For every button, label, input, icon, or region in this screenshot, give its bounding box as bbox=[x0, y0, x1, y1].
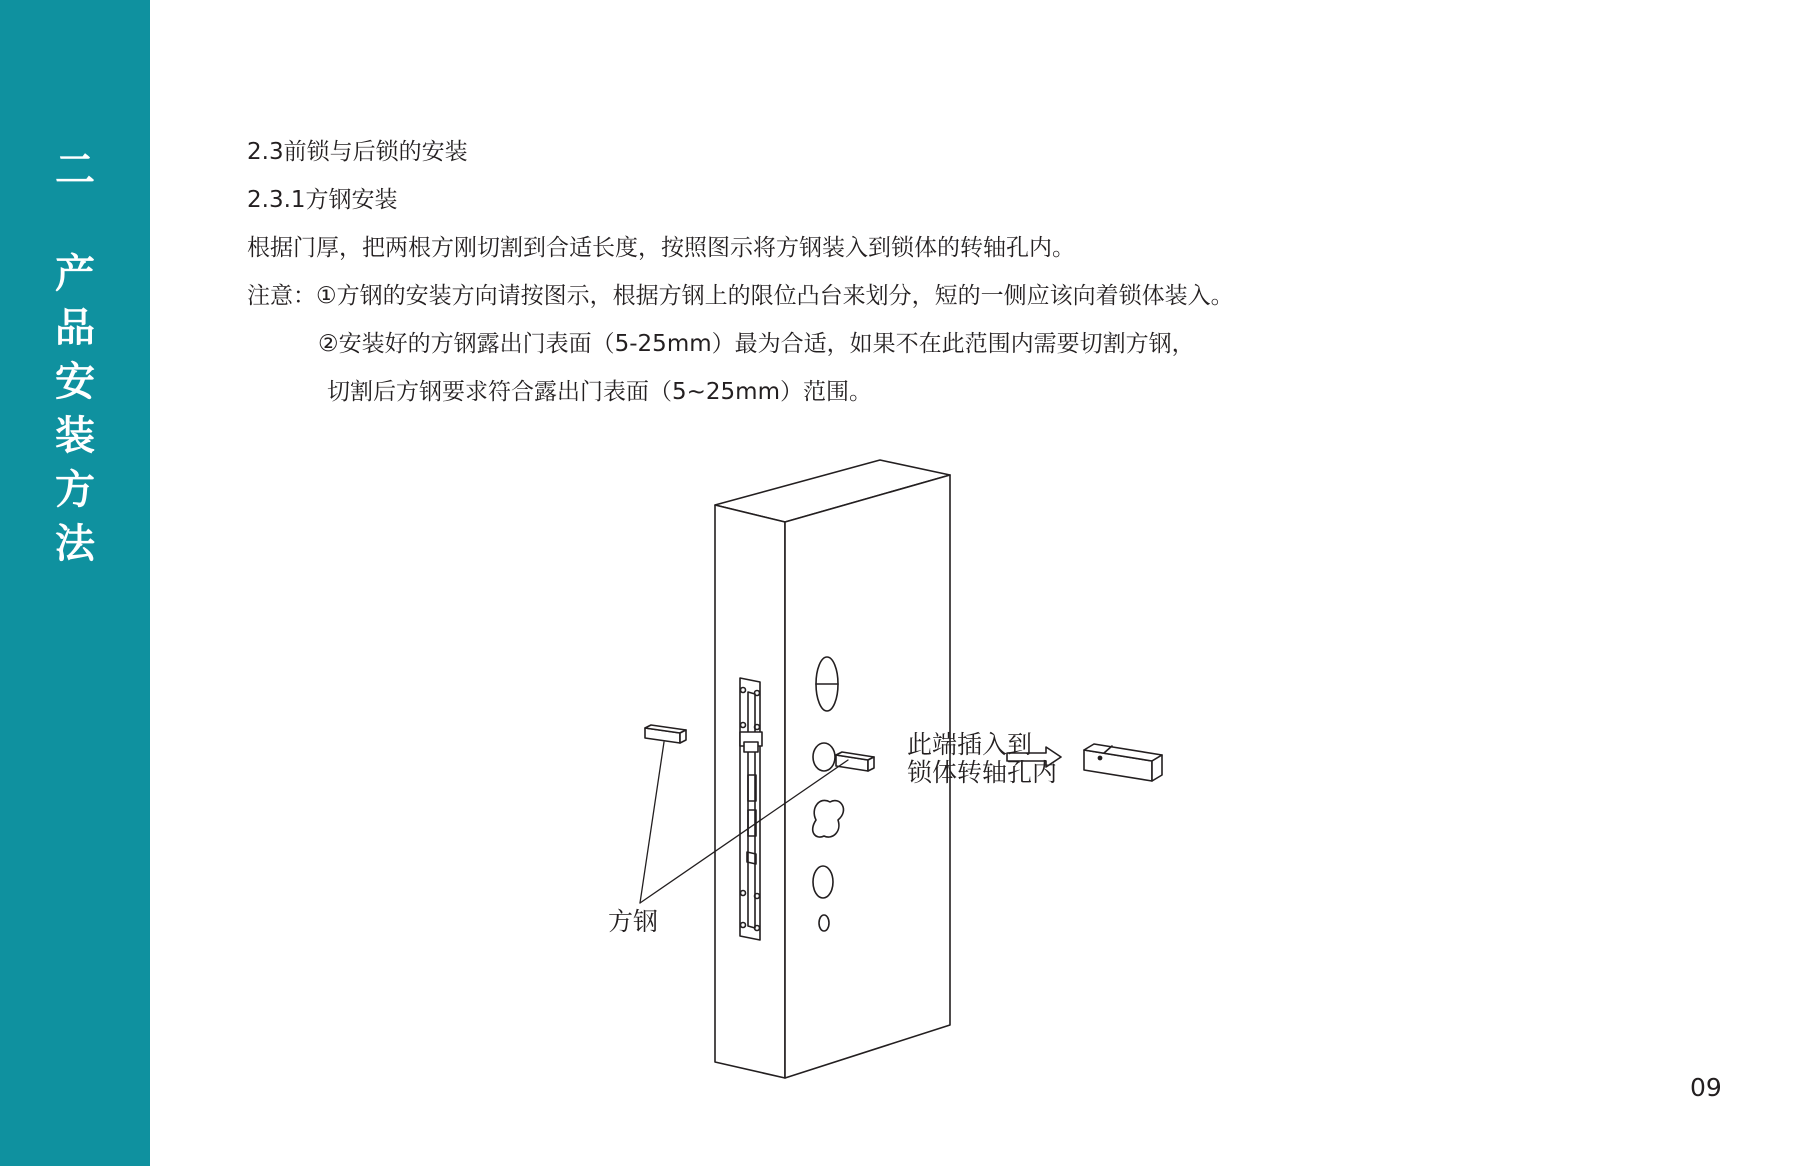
section-number: 二 bbox=[55, 147, 95, 193]
section-title-char-5: 方 bbox=[55, 467, 95, 513]
instruction-paragraph: 根据门厚，把两根方刚切割到合适长度，按照图示将方钢装入到锁体的转轴孔内。 bbox=[247, 235, 1075, 261]
section-title-char-2: 品 bbox=[55, 305, 95, 351]
insert-end-label-line-1: 此端插入到 bbox=[907, 731, 1033, 759]
subsection-heading: 2.3.1方钢安装 bbox=[247, 187, 398, 213]
installation-diagram bbox=[580, 440, 1380, 1090]
section-title-char-4: 装 bbox=[55, 413, 95, 459]
note-line-2: ②安装好的方钢露出门表面（5-25mm）最为合适，如果不在此范围内需要切割方钢， bbox=[318, 331, 1195, 357]
square-steel-detail bbox=[1084, 744, 1162, 781]
section-heading: 2.3前锁与后锁的安装 bbox=[247, 139, 468, 165]
section-title-char-3: 安 bbox=[55, 359, 95, 405]
note-line-1: 注意：①方钢的安装方向请按图示，根据方钢上的限位凸台来划分，短的一侧应该向着锁体装入。 bbox=[247, 283, 1234, 309]
insert-end-label-line-2: 锁体转轴孔内 bbox=[907, 759, 1058, 787]
section-title-char-1: 产 bbox=[55, 251, 95, 297]
note-line-3: 切割后方钢要求符合露出门表面（5~25mm）范围。 bbox=[327, 379, 872, 405]
square-steel-loose bbox=[645, 725, 686, 743]
page-number: 09 bbox=[1690, 1073, 1722, 1102]
square-steel-label: 方钢 bbox=[608, 908, 659, 936]
sidebar bbox=[0, 0, 150, 1166]
lock-body-faceplate bbox=[740, 678, 762, 940]
section-title-char-6: 法 bbox=[55, 521, 95, 567]
